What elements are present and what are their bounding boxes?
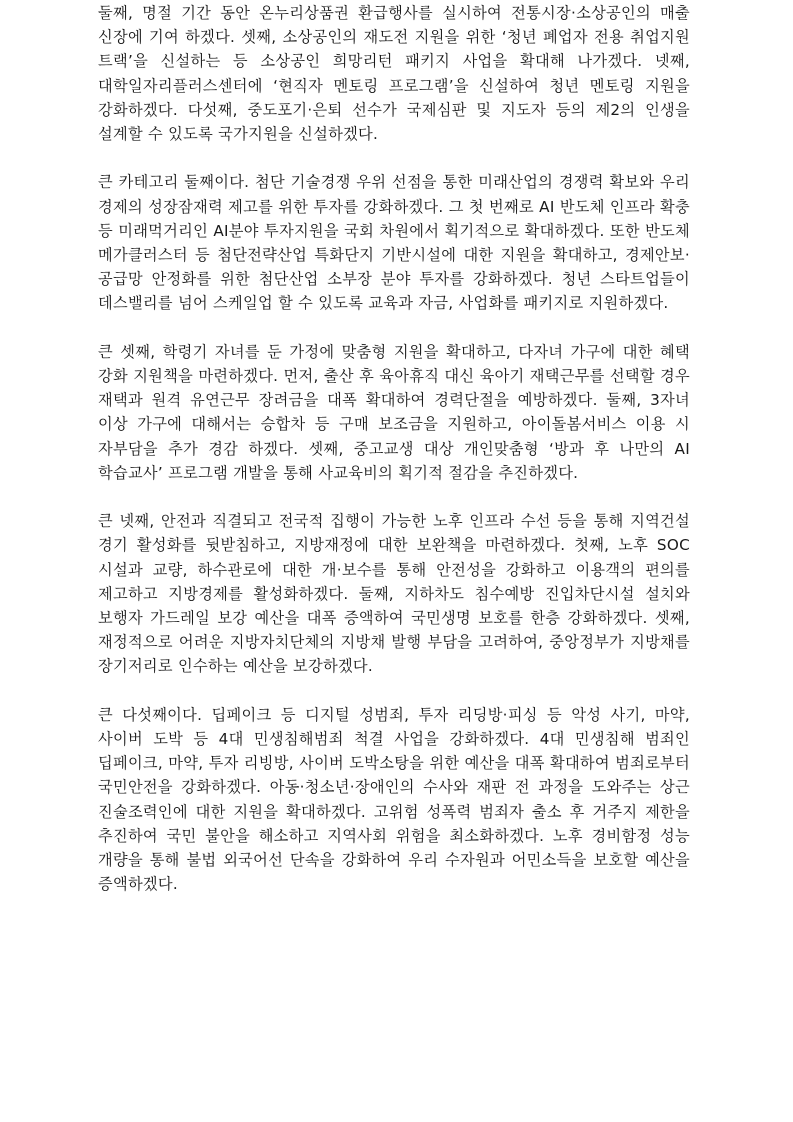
paragraph-category-five-crime: 큰 다섯째이다. 딥페이크 등 디지털 성범죄, 투자 리딩방·피싱 등 악성 사기, 마약, 사이버 도박 등 4대 민생침해범죄 척결 사업을 강화하겠다. 4대 민생침해 범죄인 딥페이크, 마약, 투자 리빙방, 사이버 도박소탕을 위한 예산을 대폭 확대하여 범죄로부터 국민안전을 강화하겠다. 아동·청소년·장애인의 수사와 재판 전 과정을 도와주는 상근 진술조력인에 대한 지원을 확대하겠다. 고위험 성폭력 범죄자 출소 후 거주지 제한을 추진하여 국민 불안을 해소하고 지역사회 위험을 최소화하겠다. 노후 경비함정 성능 개량을 통해 불법 외국어선 단속을 강화하여 우리 수자원과 어민소득을 보호할 예산을 증액하겠다. [98,705,690,894]
paragraph-spacer [98,146,690,170]
document-body [98,0,690,896]
paragraph-category-three-family-support: 큰 셋째, 학령기 자녀를 둔 가정에 맞춤형 지원을 확대하고, 다자녀 가구에 대한 혜택 강화 지원책을 마련하겠다. 먼저, 출산 후 육아휴직 대신 육아기 재택근무를 선택할 경우 재택과 원격 유연근무 장려금을 대폭 확대하여 경력단절을 예방하겠다. 둘째, 3자녀 이상 가구에 대해서는 승합차 등 구매 보조금을 지원하고, 아이돌봄서비스 이용 시 자부담을 추가 경감 하겠다. 셋째, 중고교생 대상 개인맞춤형 ‘방과 후 나만의 AI 학습교사’ 프로그램 개발을 통해 사교육비의 획기적 절감을 추진하겠다. [98,342,690,482]
paragraph-support-measures: 둘째, 명절 기간 동안 온누리상품권 환급행사를 실시하여 전통시장·소상공인의 매출 신장에 기여 하겠다. 셋째, 소상공인의 재도전 지원을 위한 ‘청년 폐업자 전용 취업지원 트랙’을 신설하는 등 소상공인 희망리턴 패키지 사업을 확대해 나가겠다. 넷째, 대학일자리플러스센터에 ‘현직자 멘토링 프로그램’을 신설하여 청년 멘토링 지원을 강화하겠다. 다섯째, 중도포기·은퇴 선수가 국제심판 및 지도자 등의 제2의 인생을 설계할 수 있도록 국가지원을 신설하겠다. [98,4,690,144]
paragraph-spacer [98,679,690,703]
paragraph-category-four-infrastructure: 큰 넷째, 안전과 직결되고 전국적 집행이 가능한 노후 인프라 수선 등을 통해 지역건설 경기 활성화를 뒷받침하고, 지방재정에 대한 보완책을 마련하겠다. 첫째, 노후 SOC 시설과 교량, 하수관로에 대한 개·보수를 통해 안전성을 강화하고 이용객의 편의를 제고하고 지방경제를 활성화하겠다. 둘째, 지하차도 침수예방 진입차단시설 설치와 보행자 가드레일 보강 예산을 대폭 증액하여 국민생명 보호를 한층 강화하겠다. 셋째, 재정적으로 어려운 지방자치단체의 지방채 발행 부담을 고려하여, 중앙정부가 지방채를 장기저리로 인수하는 예산을 보강하겠다. [98,512,690,676]
paragraph-category-two-future-industry: 큰 카테고리 둘째이다. 첨단 기술경쟁 우위 선점을 통한 미래산업의 경쟁력 확보와 우리 경제의 성장잠재력 제고를 위한 투자를 강화하겠다. 그 첫 번째로 AI 반도체 인프라 확충 등 미래먹거리인 AI분야 투자지원을 국회 차원에서 획기적으로 확대하겠다. 또한 반도체 메가클러스터 등 첨단전략산업 특화단지 기반시설에 대한 지원을 확대하고, 경제안보·공급망 안정화를 위한 첨단산업 소부장 분야 투자를 강화하겠다. 청년 스타트업들이 데스밸리를 넘어 스케일업 할 수 있도록 교육과 자금, 사업화를 패키지로 지원하겠다. [98,173,690,313]
paragraph-spacer [98,316,690,340]
paragraph-spacer [98,485,690,509]
